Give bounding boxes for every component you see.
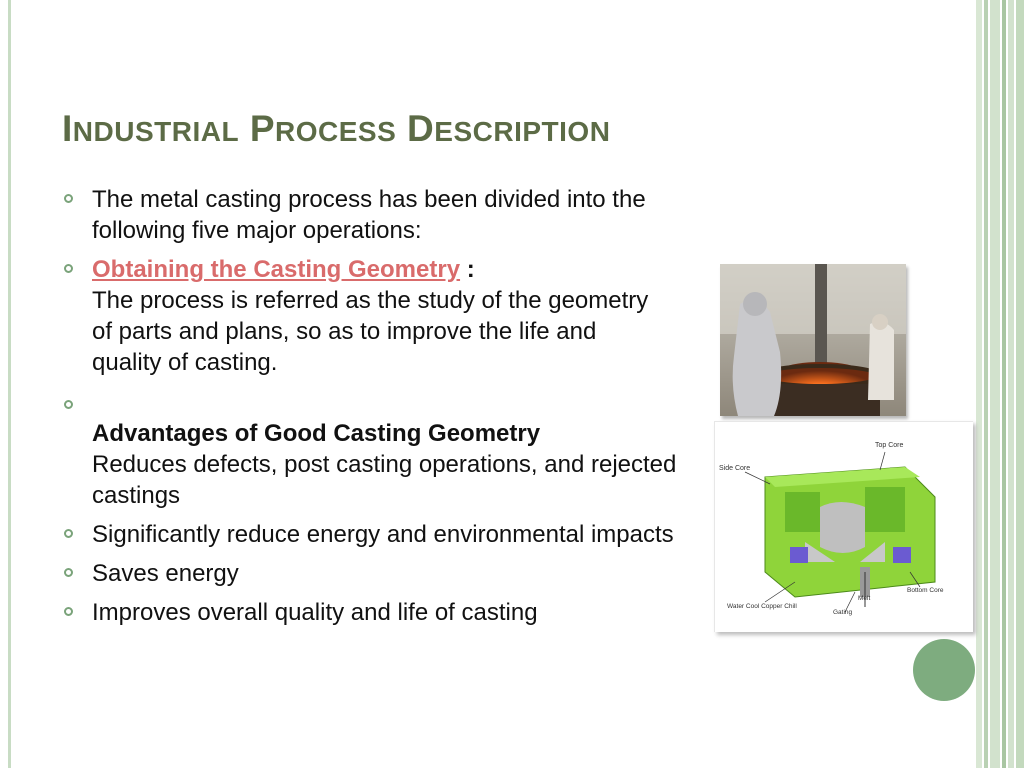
label-side-core: Side Core bbox=[719, 465, 751, 472]
casting-geometry-link[interactable]: Obtaining the Casting Geometry bbox=[92, 256, 461, 283]
casting-diagram bbox=[714, 421, 973, 632]
title-word-3: DESCRIPTION bbox=[407, 108, 611, 149]
bullet-text: The metal casting process has been divided into the following five major operations: bbox=[92, 186, 646, 244]
list-item bbox=[64, 519, 692, 550]
label-bottom-core: Bottom Core bbox=[907, 587, 944, 594]
slide-left-border bbox=[8, 0, 11, 768]
label-water-cool: Water Cool Copper Chill bbox=[727, 603, 797, 610]
decorative-side-stripes bbox=[976, 0, 1024, 768]
foundry-photo bbox=[720, 264, 906, 416]
colon: : bbox=[460, 256, 475, 283]
bullet-circle-icon bbox=[64, 400, 73, 409]
bullet-text: Reduces defects, post casting operations, and rejected castings bbox=[92, 451, 677, 509]
list-item bbox=[64, 254, 672, 378]
decorative-green-circle bbox=[913, 639, 975, 701]
list-item bbox=[64, 184, 712, 246]
label-gating: Gating bbox=[833, 609, 853, 616]
bullet-list bbox=[64, 184, 714, 636]
bullet-circle-icon bbox=[64, 607, 73, 616]
advantages-heading: Advantages of Good Casting Geometry bbox=[92, 420, 541, 447]
bullet-circle-icon bbox=[64, 568, 73, 577]
bullet-circle-icon bbox=[64, 194, 73, 203]
list-item bbox=[64, 390, 692, 511]
bullet-circle-icon bbox=[64, 529, 73, 538]
label-melt: Melt bbox=[858, 595, 871, 602]
list-item bbox=[64, 597, 692, 628]
bullet-circle-icon bbox=[64, 264, 73, 273]
bullet-text: The process is referred as the study of the geometry of parts and plans, so as to improve the life and quality of casting. bbox=[92, 287, 649, 376]
list-item bbox=[64, 558, 692, 589]
slide-title bbox=[62, 108, 610, 150]
bullet-text: Saves energy bbox=[92, 560, 239, 587]
bullet-text: Improves overall quality and life of casting bbox=[92, 599, 538, 626]
bullet-text: Significantly reduce energy and environmental impacts bbox=[92, 521, 674, 548]
title-word-2: PROCESS bbox=[249, 108, 397, 149]
title-word-1: INDUSTRIAL bbox=[62, 108, 240, 149]
label-top-core: Top Core bbox=[875, 442, 904, 449]
